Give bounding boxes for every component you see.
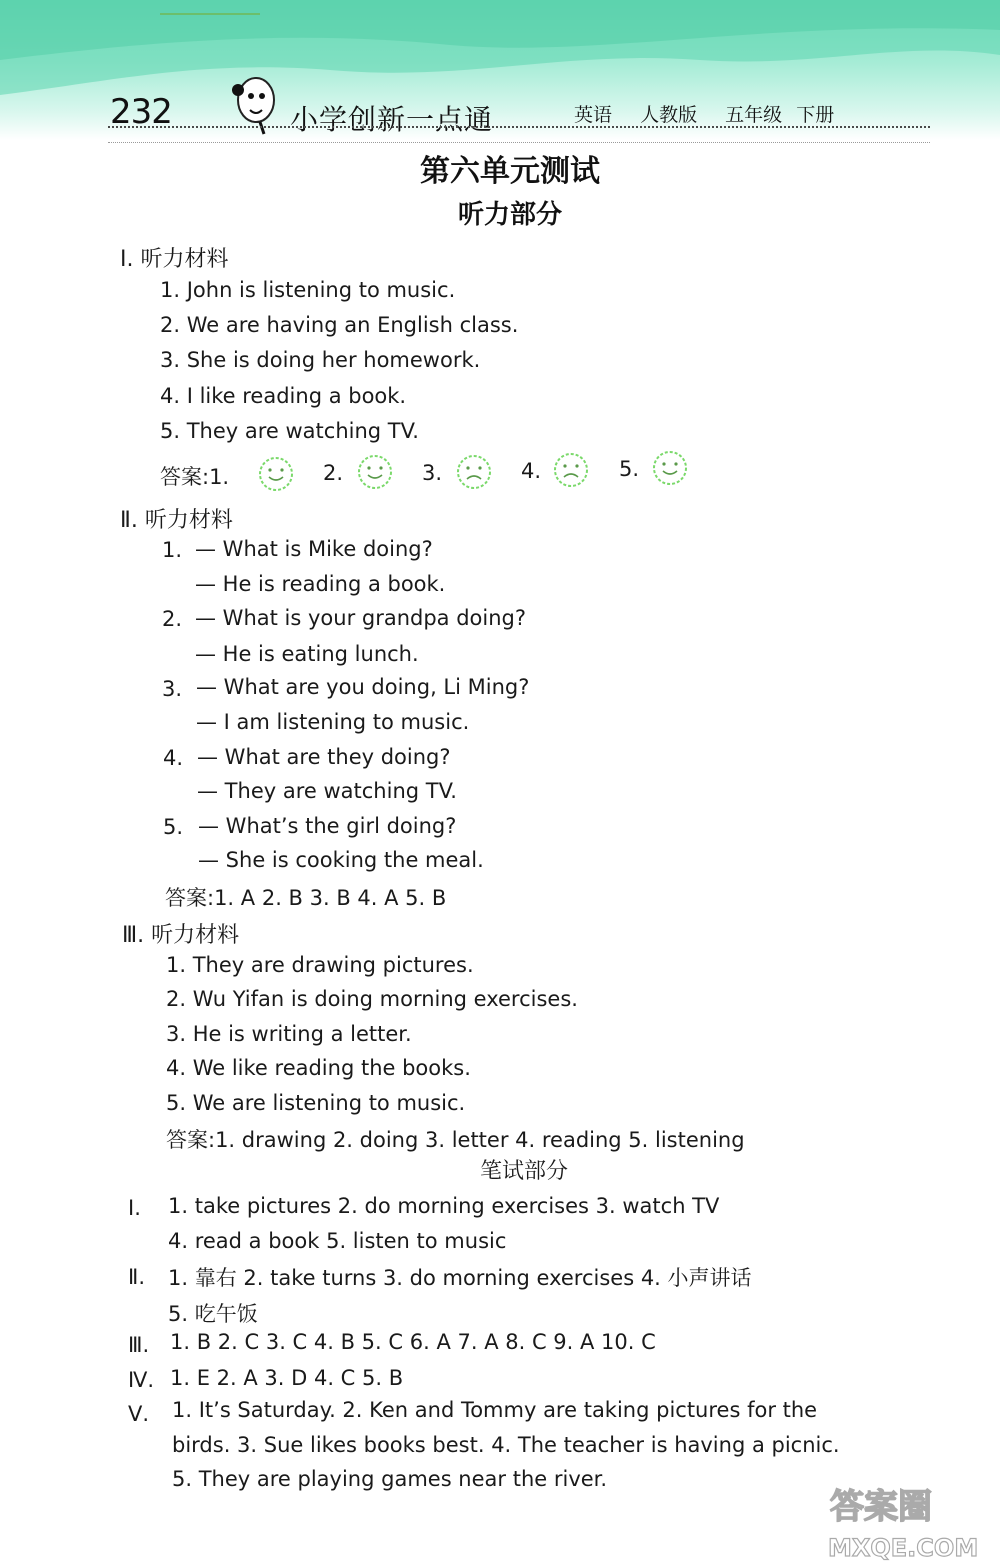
part2-question: — What is Mike doing?: [195, 537, 433, 561]
smile-icon: [357, 454, 393, 490]
part1-line: 1. John is listening to music.: [160, 278, 456, 302]
frown-icon: [456, 454, 492, 490]
written-mark: Ⅰ.: [128, 1196, 141, 1220]
part2-response: — He is reading a book.: [195, 572, 446, 596]
part3-line: 2. Wu Yifan is doing morning exercises.: [166, 987, 578, 1011]
part2-response: — He is eating lunch.: [195, 642, 419, 666]
part1-line: 3. She is doing her homework.: [160, 348, 481, 372]
part2-heading: Ⅱ. 听力材料: [120, 508, 233, 533]
part1-answer-num: 4.: [521, 459, 542, 483]
header-divider-secondary: [108, 142, 930, 143]
written-line: 5. 吃午饭: [168, 1302, 258, 1326]
part1-line: 4. I like reading a book.: [160, 384, 407, 408]
part2-response: — She is cooking the meal.: [198, 848, 484, 872]
frown-icon: [553, 452, 589, 488]
part2-num: 5.: [163, 815, 184, 839]
part2-num: 2.: [162, 607, 183, 631]
part2-num: 1.: [162, 538, 183, 562]
smile-icon: [258, 456, 294, 492]
part3-line: 5. We are listening to music.: [166, 1091, 466, 1115]
part3-line: 3. He is writing a letter.: [166, 1022, 412, 1046]
part1-line: 5. They are watching TV.: [160, 419, 419, 443]
written-section-title: 笔试部分: [479, 1159, 568, 1184]
watermark-logo: [820, 1478, 1000, 1565]
book-title: 小学创新一点通: [290, 103, 494, 136]
part1-answer-num: 5.: [619, 457, 640, 481]
part2-response: — I am listening to music.: [196, 710, 470, 734]
part1-answer-num: 2.: [323, 461, 344, 485]
part1-heading: Ⅰ. 听力材料: [120, 247, 229, 272]
part1-answer-num: 3.: [422, 461, 443, 485]
volume-label: 下册: [796, 104, 835, 126]
grade-label: 五年级: [725, 104, 783, 126]
page-title: 第六单元测试: [420, 154, 600, 189]
written-line: 4. read a book 5. listen to music: [168, 1229, 507, 1253]
written-line: 1. It’s Saturday. 2. Ken and Tommy are taking pictures for the: [172, 1398, 818, 1422]
watermark-line1: 答案圈: [830, 1487, 932, 1527]
written-line: 1. E 2. A 3. D 4. C 5. B: [170, 1366, 404, 1390]
book-meta: [574, 100, 856, 127]
written-mark: Ⅳ.: [128, 1368, 155, 1392]
written-line: 1. B 2. C 3. C 4. B 5. C 6. A 7. A 8. C 9. A 10. C: [170, 1330, 656, 1354]
part2-question: — What are you doing, Li Ming?: [196, 675, 530, 699]
written-mark: Ⅲ.: [128, 1333, 150, 1357]
part2-answers: 答案:1. A 2. B 3. B 4. A 5. B: [165, 886, 447, 910]
smile-icon: [652, 450, 688, 486]
part3-line: 4. We like reading the books.: [166, 1056, 471, 1080]
written-line: 1. 靠右 2. take turns 3. do morning exercises 4. 小声讲话: [168, 1266, 752, 1290]
written-line: 1. take pictures 2. do morning exercises 3. watch TV: [168, 1194, 720, 1218]
written-line: birds. 3. Sue likes books best. 4. The teacher is having a picnic.: [172, 1433, 840, 1457]
part1-line: 2. We are having an English class.: [160, 313, 519, 337]
written-mark: Ⅴ.: [128, 1402, 150, 1426]
watermark-line2: MXQE.COM: [828, 1534, 979, 1562]
part2-num: 4.: [163, 746, 184, 770]
page-number: 232: [110, 92, 172, 132]
written-line: 5. They are playing games near the river.: [172, 1467, 608, 1491]
part2-question: — What’s the girl doing?: [198, 814, 457, 838]
part2-question: — What are they doing?: [197, 745, 451, 769]
written-mark: Ⅱ.: [128, 1265, 146, 1289]
header-divider: [108, 126, 930, 128]
part3-line: 1. They are drawing pictures.: [166, 953, 474, 977]
part3-answers: 答案:1. drawing 2. doing 3. letter 4. reading 5. listening: [166, 1128, 745, 1152]
subject-label: 英语: [574, 104, 613, 126]
part2-num: 3.: [162, 677, 183, 701]
part2-question: — What is your grandpa doing?: [195, 606, 527, 630]
part1-answer-label: 答案:1.: [160, 465, 230, 489]
part3-heading: Ⅲ. 听力材料: [122, 923, 240, 948]
listening-section-title: 听力部分: [457, 200, 562, 230]
part2-response: — They are watching TV.: [197, 779, 457, 803]
edition-label: 人教版: [640, 104, 698, 126]
